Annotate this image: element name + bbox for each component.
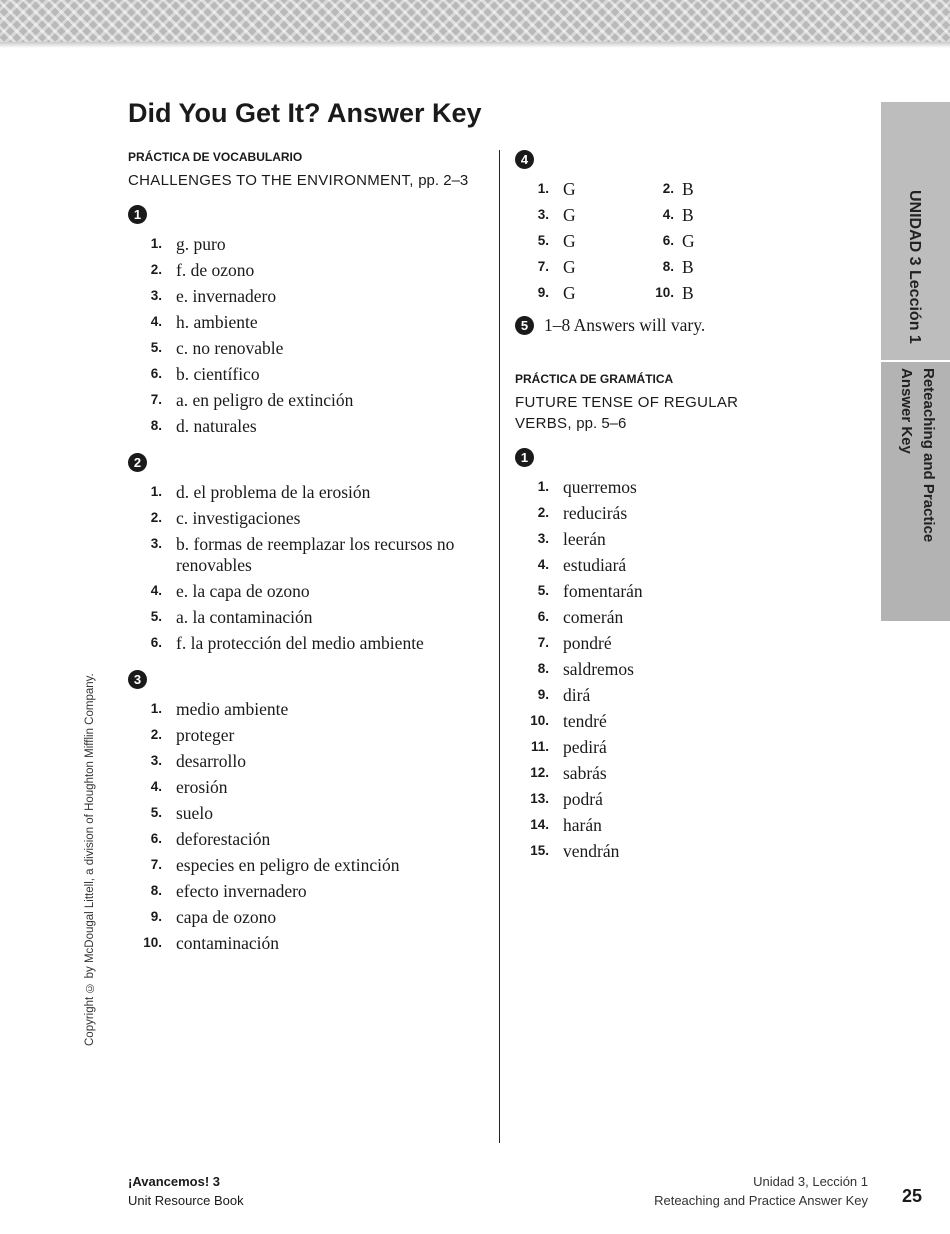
answer-item <box>128 774 488 800</box>
answer-text: pedirá <box>563 737 607 757</box>
answer-item <box>128 578 488 604</box>
answer-text: b. científico <box>176 364 260 384</box>
block-4-rows <box>515 176 755 306</box>
answer-text: B <box>682 179 694 199</box>
block-4 <box>515 150 755 306</box>
footer-book-info <box>128 1172 244 1210</box>
answer-number: 11. <box>530 739 549 754</box>
answer-number: 8. <box>150 883 162 898</box>
grammar-section-topic <box>515 392 755 434</box>
vocab-section-label: PRÁCTICA DE VOCABULARIO <box>128 150 303 164</box>
answer-item <box>128 748 488 774</box>
answer-item <box>128 479 488 505</box>
answer-text: h. ambiente <box>176 312 258 332</box>
answer-item <box>128 531 488 578</box>
side-tab-unit-label: UNIDAD 3 Lección 1 <box>906 190 923 344</box>
answer-item <box>128 361 488 387</box>
answer-text: contaminación <box>176 933 280 953</box>
answer-block <box>128 205 488 439</box>
answer-number: 4. <box>662 207 674 222</box>
answer-number: 3. <box>150 753 162 768</box>
answer-text: a. en peligro de extinción <box>176 390 354 410</box>
grammar-section-label: PRÁCTICA DE GRAMÁTICA <box>515 372 674 386</box>
answer-text: medio ambiente <box>176 699 289 719</box>
answer-number: 6. <box>150 831 162 846</box>
answer-number: 2. <box>150 262 162 277</box>
answer-item <box>128 904 488 930</box>
answer-text: B <box>682 283 694 303</box>
answer-text: G <box>563 283 576 303</box>
side-tab-answer-label <box>895 368 939 542</box>
grammar-topic-text: FUTURE TENSE OF REGULAR VERBS, <box>515 394 739 432</box>
answer-number: 2. <box>537 505 549 520</box>
answer-number: 5. <box>150 805 162 820</box>
answer-number: 10. <box>143 935 162 950</box>
answer-item <box>515 500 755 526</box>
answer-number: 5. <box>537 233 549 248</box>
answer-text: g. puro <box>176 234 226 254</box>
answer-number: 7. <box>537 259 549 274</box>
block-5-text: 1–8 Answers will vary. <box>544 315 706 335</box>
answer-number: 8. <box>662 259 674 274</box>
footer-book-subtitle: Unit Resource Book <box>128 1193 244 1208</box>
answers-column <box>515 150 755 864</box>
answer-text: deforestación <box>176 829 271 849</box>
answer-number: 3. <box>537 531 549 546</box>
grammar-section <box>515 372 755 864</box>
footer-lesson: Unidad 3, Lección 1 <box>753 1174 868 1189</box>
number-badge-icon: 5 <box>515 316 534 335</box>
answer-number: 6. <box>150 635 162 650</box>
page-title: Did You Get It? Answer Key <box>128 98 482 128</box>
answer-text: efecto invernadero <box>176 881 307 901</box>
answer-item <box>515 630 755 656</box>
vocab-topic-pages: pp. 2–3 <box>418 172 469 189</box>
answer-number: 8. <box>150 418 162 433</box>
answer-item <box>515 734 755 760</box>
answer-text: vendrán <box>563 841 620 861</box>
answer-item <box>128 283 488 309</box>
answer-text: saldremos <box>563 659 634 679</box>
answer-item <box>128 852 488 878</box>
answer-number: 4. <box>150 314 162 329</box>
column-divider <box>499 150 500 1143</box>
answer-number: 4. <box>537 557 549 572</box>
answer-text: desarrollo <box>176 751 246 771</box>
answer-number: 1. <box>150 236 162 251</box>
answer-text: B <box>682 205 694 225</box>
answer-text: querremos <box>563 477 637 497</box>
grammar-badge-row <box>515 448 755 468</box>
answer-text: proteger <box>176 725 235 745</box>
answer-text: tendré <box>563 711 607 731</box>
answer-text: d. el problema de la erosión <box>176 482 371 502</box>
side-tab-answer-line2: Answer Key <box>898 368 915 454</box>
answer-number: 9. <box>150 909 162 924</box>
answer-number: 1. <box>150 701 162 716</box>
answer-item <box>128 800 488 826</box>
answer-number: 7. <box>150 392 162 407</box>
answer-text: G <box>563 257 576 277</box>
answer-text: erosión <box>176 777 228 797</box>
footer-lesson-info <box>654 1172 868 1210</box>
answer-text: pondré <box>563 633 612 653</box>
answer-number: 7. <box>150 857 162 872</box>
answer-text: dirá <box>563 685 591 705</box>
answer-text: c. investigaciones <box>176 508 301 528</box>
answer-number: 3. <box>150 288 162 303</box>
answer-item <box>128 505 488 531</box>
answer-item <box>515 812 755 838</box>
answer-number: 6. <box>662 233 674 248</box>
answer-number: 7. <box>537 635 549 650</box>
answer-item <box>515 838 755 864</box>
answer-item <box>515 474 755 500</box>
answer-item <box>515 526 755 552</box>
answer-block-badge-row <box>128 453 488 473</box>
answer-text: G <box>563 179 576 199</box>
page-number: 25 <box>902 1186 923 1206</box>
answer-pair-row <box>515 280 755 306</box>
answer-item <box>128 630 488 656</box>
answer-pair-row <box>515 176 755 202</box>
answer-pair-row <box>515 228 755 254</box>
answer-block-badge-row <box>128 670 488 690</box>
answer-text: e. la capa de ozono <box>176 581 310 601</box>
answer-text: reducirás <box>563 503 628 523</box>
answer-text: capa de ozono <box>176 907 277 927</box>
answer-item <box>515 578 755 604</box>
answer-item <box>515 656 755 682</box>
answer-item <box>128 335 488 361</box>
answer-item <box>128 696 488 722</box>
answer-number: 2. <box>662 181 674 196</box>
answer-number: 15. <box>530 843 549 858</box>
answer-item <box>515 604 755 630</box>
number-badge-icon: 1 <box>128 205 147 224</box>
answer-text: e. invernadero <box>176 286 277 306</box>
answer-text: c. no renovable <box>176 338 284 358</box>
answer-text: podrá <box>563 789 603 809</box>
answer-item <box>128 826 488 852</box>
answer-text: sabrás <box>563 763 607 783</box>
answer-block-badge-row <box>128 205 488 225</box>
answer-text: estudiará <box>563 555 627 575</box>
answer-text: G <box>563 205 576 225</box>
answer-number: 1. <box>537 181 549 196</box>
answer-number: 5. <box>150 609 162 624</box>
answer-number: 3. <box>537 207 549 222</box>
side-tab <box>881 102 950 621</box>
answer-number: 2. <box>150 510 162 525</box>
answer-number: 10. <box>530 713 549 728</box>
answer-item <box>515 708 755 734</box>
answer-text: f. la protección del medio ambiente <box>176 633 424 653</box>
vocab-section-topic <box>128 170 488 191</box>
answer-number: 1. <box>150 484 162 499</box>
footer-section: Reteaching and Practice Answer Key <box>654 1193 868 1208</box>
answer-text: G <box>682 231 695 251</box>
answer-text: G <box>563 231 576 251</box>
decorative-banner <box>0 0 950 42</box>
answer-number: 1. <box>537 479 549 494</box>
answer-number: 9. <box>537 687 549 702</box>
answer-text: a. la contaminación <box>176 607 313 627</box>
answer-number: 3. <box>150 536 162 551</box>
answer-number: 9. <box>537 285 549 300</box>
answer-text: d. naturales <box>176 416 257 436</box>
answer-item <box>515 786 755 812</box>
answer-item <box>515 552 755 578</box>
vocab-topic-text: CHALLENGES TO THE ENVIRONMENT, <box>128 172 414 189</box>
answer-text: harán <box>563 815 602 835</box>
answer-text: b. formas de reemplazar los recursos no renovables <box>176 534 455 575</box>
block-4-badge-row <box>515 150 755 170</box>
answer-text: f. de ozono <box>176 260 255 280</box>
answer-text: fomentarán <box>563 581 643 601</box>
number-badge-icon: 2 <box>128 453 147 472</box>
answer-item <box>128 231 488 257</box>
answer-item <box>128 722 488 748</box>
answer-item <box>128 309 488 335</box>
grammar-items <box>515 474 755 864</box>
answer-number: 14. <box>530 817 549 832</box>
answer-block <box>128 670 488 956</box>
answer-item <box>515 682 755 708</box>
answer-number: 2. <box>150 727 162 742</box>
copyright-notice: Copyright © by McDougal Littell, a division of Houghton Mifflin Company. <box>84 673 96 1046</box>
block-5 <box>515 312 755 338</box>
answer-item <box>128 387 488 413</box>
answer-text: especies en peligro de extinción <box>176 855 400 875</box>
answer-number: 13. <box>530 791 549 806</box>
number-badge-icon: 3 <box>128 670 147 689</box>
vocab-blocks <box>128 205 488 956</box>
answer-number: 5. <box>537 583 549 598</box>
grammar-topic-pages: pp. 5–6 <box>576 415 627 432</box>
vocabulary-column <box>128 150 488 956</box>
answer-item <box>515 760 755 786</box>
answer-text: B <box>682 257 694 277</box>
answer-text: suelo <box>176 803 213 823</box>
answer-number: 8. <box>537 661 549 676</box>
number-badge-icon: 4 <box>515 150 534 169</box>
answer-item <box>128 413 488 439</box>
answer-number: 5. <box>150 340 162 355</box>
answer-item <box>128 878 488 904</box>
answer-number: 4. <box>150 779 162 794</box>
number-badge-icon: 1 <box>515 448 534 467</box>
answer-number: 12. <box>530 765 549 780</box>
answer-item <box>128 604 488 630</box>
answer-pair-row <box>515 254 755 280</box>
answer-pair-row <box>515 202 755 228</box>
answer-number: 6. <box>150 366 162 381</box>
answer-block <box>128 453 488 656</box>
answer-item <box>128 930 488 956</box>
answer-item <box>128 257 488 283</box>
side-tab-answer-line1: Reteaching and Practice <box>920 368 937 543</box>
footer-book-title: ¡Avancemos! 3 <box>128 1174 220 1189</box>
answer-text: comerán <box>563 607 624 627</box>
answer-number: 10. <box>655 285 674 300</box>
answer-number: 6. <box>537 609 549 624</box>
answer-text: leerán <box>563 529 606 549</box>
answer-number: 4. <box>150 583 162 598</box>
